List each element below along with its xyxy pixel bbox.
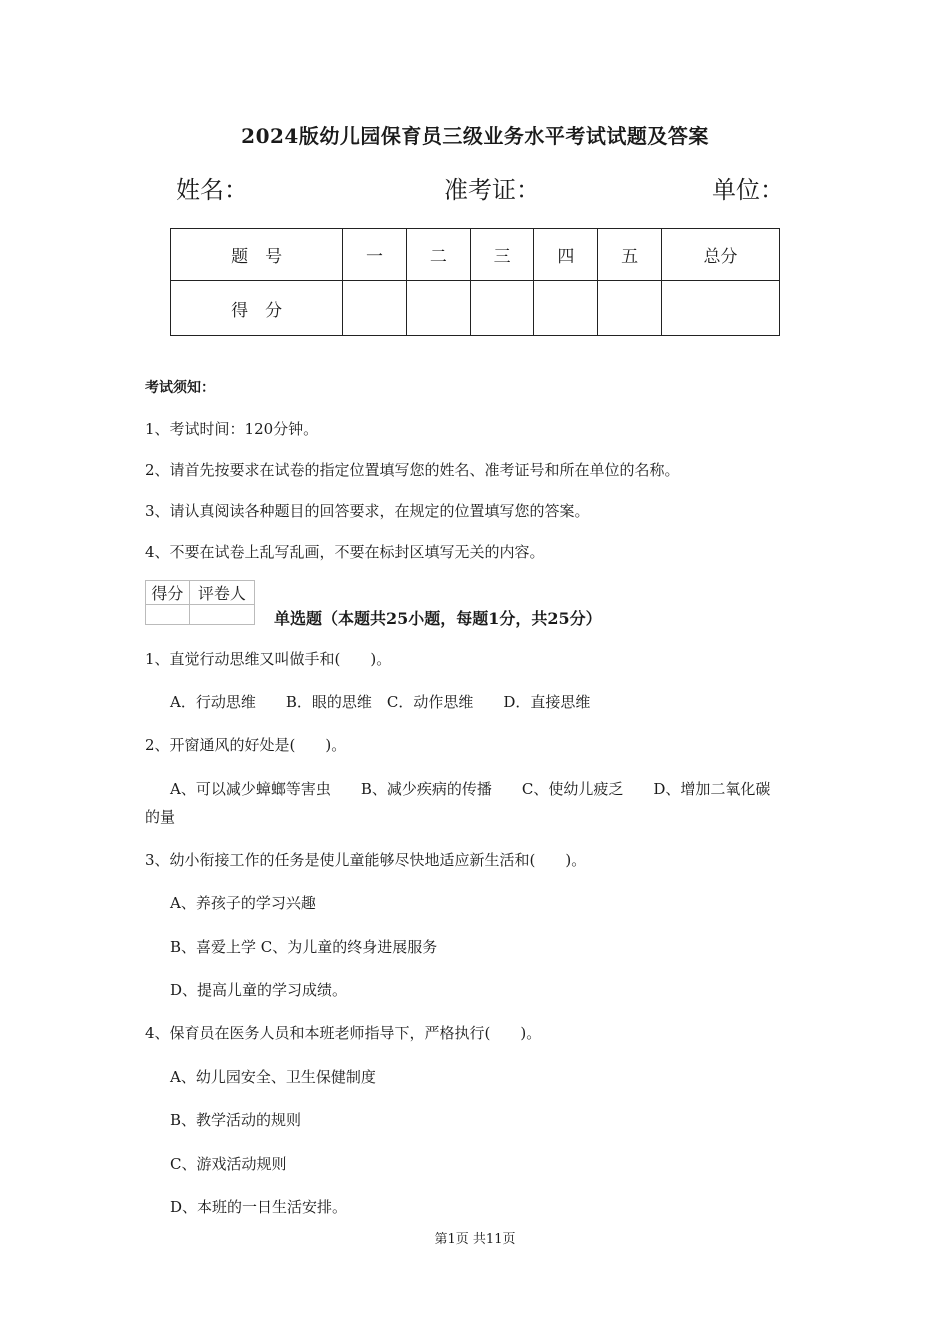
score-table-score-row [171,281,780,336]
question-option: D、本班的一日生活安排。 [170,1198,348,1216]
notice-item: 3、请认真阅读各种题目的回答要求，在规定的位置填写您的答案。 [145,502,590,520]
question-option: B、喜爱上学 C、为儿童的终身进展服务 [170,938,438,956]
notice-item: 1、考试时间：120分钟。 [145,420,319,438]
question-option: A、幼儿园安全、卫生保健制度 [170,1068,376,1086]
grader-box [145,580,255,625]
score-table-header-cell: 三 [470,229,534,281]
unit-label: 单位： [712,176,784,204]
notice-item: 2、请首先按要求在试卷的指定位置填写您的姓名、准考证号和所在单位的名称。 [145,461,680,479]
document-title: 2024版幼儿园保育员三级业务水平考试试题及答案 [241,124,709,148]
question-stem: 4、保育员在医务人员和本班老师指导下，严格执行( )。 [145,1024,542,1042]
question-option: C、游戏活动规则 [170,1155,287,1173]
grader-name-label: 评卷人 [189,581,254,605]
grader-score-cell [146,605,190,625]
question-options-continued: 的量 [145,808,176,826]
question-option: A、养孩子的学习兴趣 [170,894,316,912]
score-row-label: 得 分 [171,281,343,336]
score-cell [534,281,598,336]
score-table [170,228,780,336]
score-table-header-cell: 四 [534,229,598,281]
score-cell [470,281,534,336]
notice-title: 考试须知： [145,380,215,396]
score-table-header-cell: 题 号 [171,229,343,281]
score-table-header-cell: 二 [406,229,470,281]
grader-name-cell [189,605,254,625]
score-table-header-cell: 一 [343,229,407,281]
grader-score-label: 得分 [146,581,190,605]
question-options: A．行动思维 B．眼的思维 C．动作思维 D．直接思维 [170,693,591,711]
section-title: 单选题（本题共25小题，每题1分，共25分） [274,609,602,628]
question-stem: 3、幼小衔接工作的任务是使儿童能够尽快地适应新生活和( )。 [145,851,587,869]
notice-item: 4、不要在试卷上乱写乱画，不要在标封区填写无关的内容。 [145,543,545,561]
score-cell [343,281,407,336]
score-cell [598,281,662,336]
exam-id-label: 准考证： [444,176,540,204]
score-table-header-cell: 总分 [662,229,780,281]
question-stem: 1、直觉行动思维又叫做手和( )。 [145,650,392,668]
name-label: 姓名： [176,176,248,204]
score-table-header-row [171,229,780,281]
score-table-header-cell: 五 [598,229,662,281]
question-option: B、教学活动的规则 [170,1111,302,1129]
score-cell [406,281,470,336]
score-cell [662,281,780,336]
page-footer: 第1页 共11页 [434,1232,516,1247]
question-option: D、提高儿童的学习成绩。 [170,981,348,999]
question-options: A、可以减少蟑螂等害虫 B、减少疾病的传播 C、使幼儿疲乏 D、增加二氧化碳 [170,780,771,798]
question-stem: 2、开窗通风的好处是( )。 [145,736,347,754]
